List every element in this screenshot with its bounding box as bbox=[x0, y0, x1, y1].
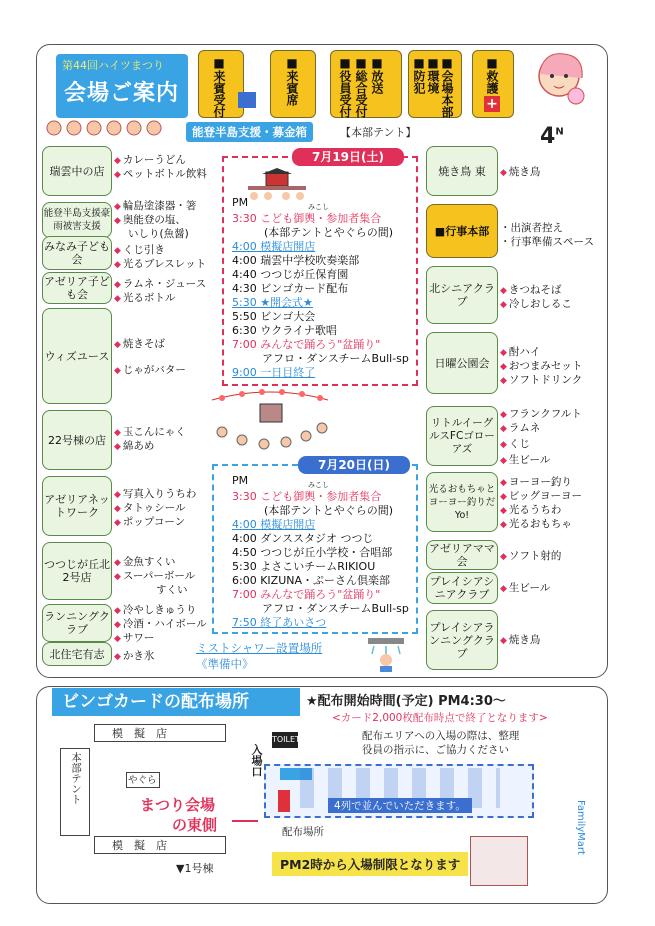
shop-yakitori-higashi: 焼き鳥 東 bbox=[426, 146, 498, 196]
shop-kita-jutaku: 北住宅有志 bbox=[42, 642, 112, 666]
convenience-store-icon bbox=[470, 836, 528, 886]
shop-azalea-kodomo: アゼリア子ども会 bbox=[42, 272, 112, 304]
restriction-banner: PM2時から入場制限となります bbox=[272, 852, 468, 876]
hq-tent-label: 【本部テント】 bbox=[340, 126, 417, 139]
bingo-instruction-1: 配布エリアへの入場の際は、整理 bbox=[362, 730, 520, 742]
shop-zuiun: 瑞雲中の店 bbox=[42, 146, 112, 196]
shop-yoyo: 光るおもちゃとヨーヨー釣りだYo! bbox=[426, 472, 498, 532]
stalls-bottom-label: 模 擬 店 bbox=[112, 839, 167, 852]
toilet-icon: TOILET bbox=[272, 732, 298, 748]
list-item: ◆ ペットボトル飲料 bbox=[114, 168, 207, 180]
list-item: ◆ 冷酒・ハイボール bbox=[114, 618, 207, 630]
schedule-item: 7:00 みんなで踊ろう"盆踊り" bbox=[232, 338, 381, 351]
list-item: ・出演者控え bbox=[500, 222, 563, 234]
list-item: ◆ ラムネ・ジュース bbox=[114, 278, 207, 290]
list-item: いしり(魚醤) bbox=[128, 228, 189, 240]
familymart-label: FamilyMart bbox=[575, 800, 586, 855]
schedule-item: (本部テントとやぐらの間) bbox=[264, 504, 394, 517]
list-item: ◆ ヨーヨー釣り bbox=[500, 476, 572, 488]
list-item: ◆ くじ引き bbox=[114, 244, 165, 256]
list-item: ◆ フランクフルト bbox=[500, 408, 582, 420]
north-arrow-icon: $4^N$ bbox=[540, 124, 564, 149]
list-item: ◆ くじ bbox=[500, 438, 530, 450]
children-illustration-icon bbox=[44, 118, 172, 140]
list-item: ◆ タトゥシール bbox=[114, 502, 186, 514]
schedule-item: 4:30 ビンゴカード配布 bbox=[232, 282, 349, 295]
list-item: ◆ 綿あめ bbox=[114, 440, 155, 452]
shop-azalea-mama: アゼリアママ会 bbox=[426, 540, 498, 570]
booth-label: ■来賓席 bbox=[285, 56, 299, 106]
schedule-item: 3:30 こども御輿・参加者集合 bbox=[232, 490, 382, 503]
list-item: ◆ 生ビール bbox=[500, 582, 551, 594]
schedule-item: 4:00 瑞雲中学校吹奏楽部 bbox=[232, 254, 360, 267]
list-item: ◆ ラムネ bbox=[500, 422, 541, 434]
list-item: ◆ ビッグヨーヨー bbox=[500, 490, 583, 502]
festival-name: 第44回ハイツまつり bbox=[62, 59, 164, 72]
mascot-girl-icon bbox=[524, 46, 594, 116]
page-title: 会場ご案内 bbox=[64, 81, 180, 106]
list-item: ◆ カレーうどん bbox=[114, 154, 186, 166]
shop-with-youth: ウィズユース bbox=[42, 308, 112, 404]
bingo-time: ★配布開始時間(予定) PM4:30〜 bbox=[306, 694, 506, 709]
list-item: ◆ 焼き鳥 bbox=[500, 166, 541, 178]
shop-nichiyo-koen: 日曜公園会 bbox=[426, 332, 498, 394]
bingo-note: <カード2,000枚配布時点で終了となります> bbox=[332, 712, 548, 724]
schedule-item: 4:50 つつじが丘小学校・合唱部 bbox=[232, 546, 393, 559]
shop-little-eagles: リトルイーグルスFCゴローアズ bbox=[426, 406, 498, 466]
schedule-item: 9:00 一日目終了 bbox=[232, 366, 316, 379]
list-item: ◆ じゃがバター bbox=[114, 364, 186, 376]
list-item: ◆ ソフトドリンク bbox=[500, 374, 583, 386]
booth-label: ■救護 bbox=[485, 56, 499, 94]
schedule-item: 3:30 こども御輿・参加者集合 bbox=[232, 212, 382, 225]
list-item: ◆ 生ビール bbox=[500, 454, 551, 466]
list-item: すくい bbox=[156, 584, 188, 596]
day2-furigana: みこし bbox=[308, 481, 329, 489]
list-item: ◆ 玉こんにゃく bbox=[114, 426, 186, 438]
map-arrow-icon bbox=[232, 820, 258, 822]
list-item: ◆ かき氷 bbox=[114, 650, 155, 662]
mist-shower-sub: 《準備中》 bbox=[196, 657, 254, 671]
schedule-item: 4:00 ダンススタジオ つつじ bbox=[232, 532, 374, 545]
day1-pm: PM bbox=[232, 196, 249, 209]
list-item: ◆ 焼き鳥 bbox=[500, 634, 541, 646]
schedule-item: (本部テントとやぐらの間) bbox=[264, 226, 394, 239]
bingo-instruction-2: 役員の指示に、ご協力ください bbox=[362, 744, 509, 756]
bon-odori-illustration-icon bbox=[208, 388, 332, 454]
booth-label: ■防犯 bbox=[412, 56, 426, 94]
list-item: ・行事準備スペース bbox=[500, 236, 594, 248]
mist-shower-title: ミストシャワー設置場所 bbox=[196, 641, 323, 655]
schedule-item: 5:50 ビンゴ大会 bbox=[232, 310, 316, 323]
day1-furigana: みこし bbox=[308, 203, 329, 211]
list-item: ◆ ソフト射的 bbox=[500, 550, 562, 562]
schedule-item: 7:00 みんなで踊ろう"盆踊り" bbox=[232, 588, 381, 601]
shop-azalea-network: アゼリアネットワーク bbox=[42, 476, 112, 536]
schedule-item: 6:00 KIZUNA・ぷーさん倶楽部 bbox=[232, 574, 390, 587]
map-east-label: まつり会場 bbox=[140, 796, 216, 814]
schedule-item: 5:30 ★開会式★ bbox=[232, 296, 313, 309]
schedule-item: 6:30 ウクライナ歌唱 bbox=[232, 324, 337, 337]
first-aid-cross-icon: + bbox=[484, 96, 500, 112]
list-item: ◆ 光るうちわ bbox=[500, 504, 562, 516]
schedule-item: 7:50 終了あいさつ bbox=[232, 616, 327, 629]
list-item: ◆ 光るおもちゃ bbox=[500, 518, 572, 530]
list-item: ◆ 冷しおしるこ bbox=[500, 298, 572, 310]
schedule-item: 5:30 よさこいチームRIKIOU bbox=[232, 560, 376, 573]
list-item: ◆ 写真入りうちわ bbox=[114, 488, 197, 500]
schedule-item: 4:00 模擬店開店 bbox=[232, 518, 316, 531]
shop-kita-senior: 北シニアクラブ bbox=[426, 266, 498, 324]
list-item: ◆ サワー bbox=[114, 632, 155, 644]
building-1-label: ▼1号棟 bbox=[176, 862, 214, 875]
shop-running-club: ランニングクラブ bbox=[42, 604, 112, 642]
schedule-item: アフロ・ダンスチームBull-sp bbox=[262, 602, 409, 615]
list-item: ◆ 奥能登の塩、 bbox=[114, 214, 186, 226]
schedule-item: 4:00 模擬店開店 bbox=[232, 240, 316, 253]
list-item: ◆ きつねそば bbox=[500, 284, 562, 296]
bingo-heading: ビンゴカードの配布場所 bbox=[52, 688, 300, 716]
mikoshi-illustration-icon bbox=[244, 168, 310, 202]
shop-placia-running: プレイシアランニングクラブ bbox=[426, 610, 498, 670]
shop-minami-kodomo: みなみ子ども会 bbox=[42, 236, 112, 270]
list-item: ◆ ポップコーン bbox=[114, 516, 186, 528]
shop-tsutsuji-kita: つつじが丘北2号店 bbox=[42, 542, 112, 600]
entrance-label: 入場口 bbox=[250, 744, 263, 777]
booth-label: ■会場本部 bbox=[440, 56, 454, 118]
booth-label: ■総合受付 bbox=[354, 56, 368, 118]
schedule-item: 4:40 つつじが丘保育園 bbox=[232, 268, 349, 281]
support-box-icon bbox=[238, 92, 256, 108]
list-item: ◆ スーパーボール bbox=[114, 570, 196, 582]
support-box-label: 能登半島支援・募金箱 bbox=[186, 122, 313, 142]
shop-placia-senior: プレイシアシニアクラブ bbox=[426, 572, 498, 604]
list-item: ◆ 金魚すくい bbox=[114, 556, 176, 568]
list-item: ◆ 輪島塗漆器・箸 bbox=[114, 200, 197, 212]
booth-label: ■環境 bbox=[426, 56, 440, 94]
day1-date: 7月19日(土) bbox=[292, 148, 404, 166]
distribution-area-label: 配布場所 bbox=[282, 826, 324, 838]
list-item: ◆ 光るブレスレット bbox=[114, 258, 207, 270]
list-item: ◆ おつまみセット bbox=[500, 360, 583, 372]
distribution-table-icon bbox=[278, 790, 290, 812]
yagura-label: やぐら bbox=[128, 775, 157, 786]
mist-shower-icon bbox=[364, 636, 408, 672]
shop-22go: 22号棟の店 bbox=[42, 410, 112, 470]
map-east-label-2: の東側 bbox=[172, 816, 218, 834]
day2-pm: PM bbox=[232, 474, 249, 487]
booth-label: ■放送 bbox=[370, 56, 384, 94]
schedule-item: アフロ・ダンスチームBull-sp bbox=[262, 352, 409, 365]
list-item: ◆ 焼きそば bbox=[114, 338, 165, 350]
event-hq: ■行事本部 bbox=[426, 204, 498, 258]
booth-label: ■来賓受付 bbox=[212, 56, 226, 118]
hq-tent-map-label: 本部テント bbox=[70, 752, 82, 805]
list-item: ◆ 光るボトル bbox=[114, 292, 176, 304]
list-item: ◆ 冷やしきゅうり bbox=[114, 604, 197, 616]
stalls-top-label: 模 擬 店 bbox=[112, 727, 167, 740]
day2-date: 7月20日(日) bbox=[298, 456, 410, 474]
shop-noto-support: 能登半島支援豪雨被害支援 bbox=[42, 202, 112, 238]
booth-label: ■役員受付 bbox=[338, 56, 352, 118]
list-item: ◆ 酎ハイ bbox=[500, 346, 541, 358]
queue-label: 4列で並んでいただきます。 bbox=[328, 798, 472, 813]
